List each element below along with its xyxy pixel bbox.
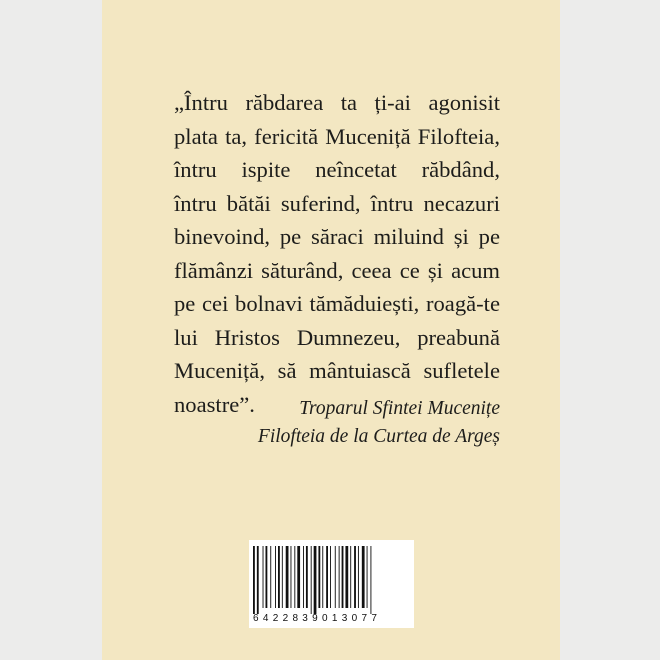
- attribution-line: Troparul Sfintei Mucenițe: [299, 398, 500, 419]
- barcode-bar: [345, 546, 348, 608]
- barcode-bar: [350, 546, 351, 608]
- barcode-bar: [306, 546, 308, 608]
- barcode-bar: [314, 546, 317, 614]
- attribution-line: Filofteia de la Curtea de Argeș: [257, 425, 500, 447]
- barcode-bar: [330, 546, 331, 608]
- quote-line: întru ispite neîncetat răbdând,: [174, 157, 500, 182]
- barcode-bar: [354, 546, 356, 608]
- barcode-bar: [311, 546, 312, 614]
- barcode-bar: [278, 546, 280, 608]
- barcode-digits: 6422839013077: [253, 613, 382, 624]
- barcode: [249, 540, 414, 628]
- barcode-bar: [367, 546, 368, 608]
- barcode-bar: [339, 546, 340, 608]
- barcode-bar: [275, 546, 276, 608]
- quote-line: binevoind, pe săraci miluind și pe: [174, 224, 500, 249]
- barcode-bar: [303, 546, 304, 608]
- quote-line: Muceniță, să mântuiască sufletele: [174, 358, 500, 383]
- barcode-bar: [263, 546, 264, 608]
- quote-line: pe cei bolnavi tămăduiești, roagă-te: [174, 291, 500, 316]
- quote-line: flămânzi săturând, ceea ce și acum: [174, 257, 500, 283]
- quote-line: plata ta, fericită Muceniță Filofteia,: [174, 123, 500, 149]
- attribution: [258, 395, 500, 450]
- barcode-bar: [318, 546, 320, 608]
- barcode-bar: [297, 546, 300, 608]
- barcode-bar: [286, 546, 289, 608]
- barcode-bar: [335, 546, 336, 608]
- barcode-bar: [358, 546, 359, 608]
- quote-line: noastre”.: [174, 391, 255, 417]
- barcode-bar: [362, 546, 365, 608]
- quote-line: lui Hristos Dumnezeu, preabună: [174, 324, 500, 350]
- barcode-bar: [326, 546, 328, 608]
- barcode-bar: [342, 546, 344, 608]
- barcode-bar: [282, 546, 283, 608]
- barcode-bar: [294, 546, 295, 608]
- barcode-bar: [253, 546, 255, 614]
- troparion-quote: [174, 86, 500, 421]
- barcode-bar: [270, 546, 271, 608]
- quote-line: întru bătăi suferind, întru necazuri: [174, 190, 500, 216]
- barcode-bar: [322, 546, 323, 608]
- barcode-bar: [291, 546, 292, 608]
- quote-line: „Întru răbdarea ta ți-ai agonisit: [174, 90, 500, 115]
- barcode-bar: [266, 546, 268, 608]
- barcode-bar: [257, 546, 259, 614]
- barcode-bar: [370, 546, 371, 614]
